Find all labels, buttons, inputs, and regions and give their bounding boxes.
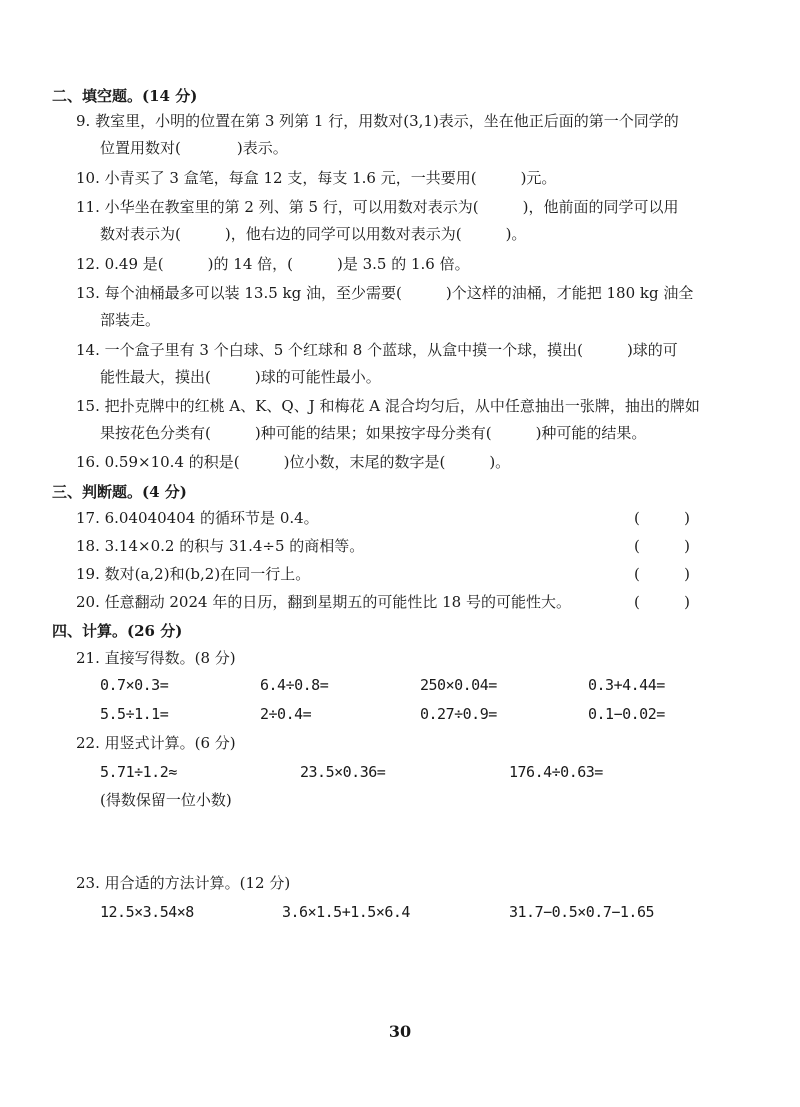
q13-line2: 部装走。 (100, 311, 161, 329)
q10: 10. 小青买了 3 盒笔，每盒 12 支，每支 1.6 元，一共要用( )元。 (76, 169, 557, 187)
q23-item-1: 12.5×3.54×8 (100, 903, 194, 921)
q14-line2: 能性最大，摸出( )球的可能性最小。 (100, 368, 381, 386)
q21-r2c2: 2÷0.4= (260, 705, 312, 723)
q21-r1c3: 250×0.04= (420, 676, 497, 694)
judge-answer-19: ( ) (634, 565, 690, 583)
q22-item-2: 23.5×0.36= (300, 763, 386, 781)
page-number: 30 (388, 1022, 412, 1041)
q23-item-3: 31.7−0.5×0.7−1.65 (509, 903, 655, 921)
judge-item-20: 20. 任意翻动 2024 年的日历，翻到星期五的可能性比 18 号的可能性大。 (76, 593, 571, 611)
judge-item-18: 18. 3.14×0.2 的积与 31.4÷5 的商相等。 (76, 537, 365, 555)
q22-note: (得数保留一位小数) (100, 791, 232, 809)
q11-line1: 11. 小华坐在教室里的第 2 列、第 5 行，可以用数对表示为( )，他前面的同学可以用 (76, 198, 679, 216)
q21-r2c1: 5.5÷1.1= (100, 705, 169, 723)
q15-line1: 15. 把扑克牌中的红桃 A、K、Q、J 和梅花 A 混合均匀后，从中任意抽出一张牌，抽出的牌如 (76, 397, 700, 415)
section-judge-title: 三、判断题。(4 分) (52, 483, 187, 501)
judge-item-19: 19. 数对(a,2)和(b,2)在同一行上。 (76, 565, 311, 583)
section-calc-title: 四、计算。(26 分) (52, 622, 183, 640)
q21-r1c1: 0.7×0.3= (100, 676, 169, 694)
q14-line1: 14. 一个盒子里有 3 个白球、5 个红球和 8 个蓝球，从盒中摸一个球，摸出( )球的可 (76, 341, 678, 359)
judge-answer-17: ( ) (634, 509, 690, 527)
q21-r1c2: 6.4÷0.8= (260, 676, 329, 694)
q23-title: 23. 用合适的方法计算。(12 分) (76, 874, 291, 892)
q11-line2: 数对表示为( )，他右边的同学可以用数对表示为( )。 (100, 225, 527, 243)
q9-line2: 位置用数对( )表示。 (100, 139, 288, 157)
q21-r1c4: 0.3+4.44= (588, 676, 665, 694)
q21-r2c3: 0.27÷0.9= (420, 705, 497, 723)
q22-item-3: 176.4÷0.63= (509, 763, 603, 781)
q23-item-2: 3.6×1.5+1.5×6.4 (282, 903, 410, 921)
judge-item-17: 17. 6.04040404 的循环节是 0.4。 (76, 509, 319, 527)
q21-title: 21. 直接写得数。(8 分) (76, 649, 236, 667)
q9-line1: 9. 教室里，小明的位置在第 3 列第 1 行，用数对(3,1)表示，坐在他正后面的第一个同学的 (76, 112, 679, 130)
q21-r2c4: 0.1−0.02= (588, 705, 665, 723)
q16: 16. 0.59×10.4 的积是( )位小数，末尾的数字是( )。 (76, 453, 511, 471)
q12: 12. 0.49 是( )的 14 倍，( )是 3.5 的 1.6 倍。 (76, 255, 470, 273)
judge-answer-18: ( ) (634, 537, 690, 555)
q13-line1: 13. 每个油桶最多可以装 13.5 kg 油，至少需要( )个这样的油桶，才能把 180 kg 油全 (76, 284, 694, 302)
section-fill-title: 二、填空题。(14 分) (52, 87, 198, 105)
q22-title: 22. 用竖式计算。(6 分) (76, 734, 236, 752)
judge-answer-20: ( ) (634, 593, 690, 611)
q15-line2: 果按花色分类有( )种可能的结果；如果按字母分类有( )种可能的结果。 (100, 424, 647, 442)
q22-item-1: 5.71÷1.2≈ (100, 763, 177, 781)
